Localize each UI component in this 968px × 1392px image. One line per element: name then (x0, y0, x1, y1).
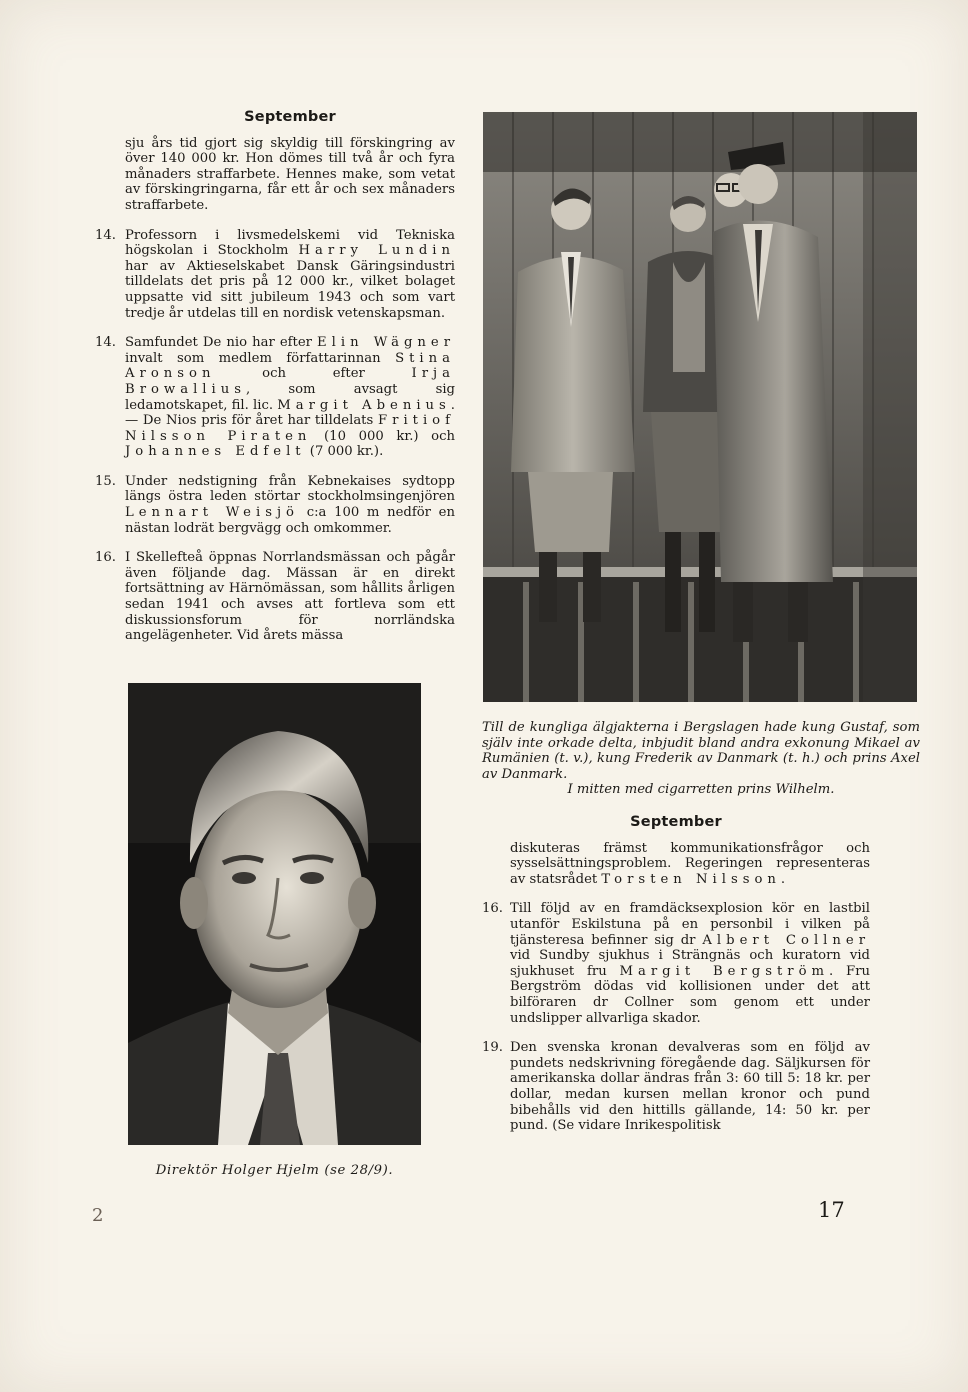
text-run: . Fru Bergström dödas vid kollisionen under det att bilföraren dr Collner som genom ett under undslipper allvarliga skador. (510, 963, 870, 1026)
left-intro-paragraph (125, 136, 455, 214)
caption-text: Till de kungliga älgjakterna i Bergslagen hade kung Gustaf, som själv inte orkade delta, inbjudit bland andra exkonung Mikael av Rumänien (t. v.), kung Frederik av Danmark (t. h.) och prins Axel av Danmark. (482, 720, 920, 782)
diary-entry (482, 1040, 870, 1134)
text-run: . (780, 871, 786, 887)
diary-entry (95, 335, 456, 460)
entry-text (125, 335, 455, 460)
text-run: Den svenska kronan devalveras som en följd av pundets nedskrivning föregående dag. Säljkursen för amerikanska dollar ändras från 3: 60 till 5: 18 kr. per dollar, medan kursen mellan kronor och pund bibehålls vid den hittills gällande, 14: 50 kr. per pund. (Se vidare Inrikespolitisk (510, 1040, 870, 1134)
spaced-name: Irja Browallius (125, 366, 455, 397)
right-column-heading: September (630, 814, 722, 830)
spaced-name: Elin Wägner (317, 335, 456, 351)
diary-entry (482, 901, 870, 1026)
text-run: Under nedstigning från Kebnekaises sydtopp längs östra leden störtar stockholmsingenjören (125, 473, 455, 505)
entry-date: 16. (95, 550, 116, 566)
entry-text (125, 228, 455, 322)
entry-text (125, 474, 455, 536)
diary-entry (95, 550, 455, 644)
text-run: (10 000 kr.) och (311, 428, 455, 444)
text-run: vid Sundby sjukhus i Strängnäs och kuratorn vid sjukhuset fru (510, 948, 870, 979)
text-run: I Skellefteå öppnas Norrlandsmässan och pågår även följande dag. Mässan är en direkt fortsättning av Härnömässan, som hållits årligen sedan 1941 och avses att fortleva som ett diskussionsforum för norrländska angelägenheter. Vid årets mässa (125, 550, 455, 644)
text-run: (7 000 kr.). (305, 444, 384, 460)
spaced-name: Albert Collner (702, 932, 870, 948)
right-continuation-paragraph (482, 841, 870, 888)
entry-date: 15. (95, 473, 116, 489)
entry-date: 19. (482, 1040, 503, 1056)
text-run: invalt som medlem författarinnan (125, 350, 396, 366)
text-run: , som avsagt sig ledamotskapet, fil. lic. (125, 381, 455, 413)
portrait-photo (128, 683, 421, 1145)
intro-text: sju års tid gjort sig skyldig till förskingring av över 140 000 kr. Hon dömes till två år och fyra månaders straffarbete. Hennes make, som vetat av förskingringarna, får ett år och sex månaders straffarbete. (125, 135, 455, 213)
entry-date: 16. (482, 901, 503, 917)
spaced-name: Fritiof Nilsson Piraten (125, 413, 455, 444)
group-photo-image (483, 112, 917, 702)
text-run: har av Aktieselskabet Dansk Gäringsindustri tilldelats det pris på 12 000 kr., vilket bolaget uppsatte vid sitt jubileum 1943 och som vart tredje år utdelas till en nordisk vetenskapsman. (125, 258, 455, 321)
portrait-image (128, 683, 421, 1145)
spaced-name: Harry Lundin (298, 243, 455, 259)
page-number-left: 2 (92, 1205, 104, 1226)
text-run: Professorn i livsmedelskemi vid Tekniska högskolan i Stockholm (125, 227, 455, 259)
right-text-column (482, 815, 870, 1148)
text-run: c:a 100 m nedför en nästan lodrät bergvägg och omkommer. (125, 505, 455, 536)
diary-entry (95, 227, 455, 322)
left-text-column (95, 109, 456, 658)
royal-hunt-group-photo (483, 112, 917, 702)
continuation-text (510, 841, 870, 888)
left-column-heading: September (244, 109, 336, 125)
text-run: . — De Nios pris för året har tilldelats (125, 397, 455, 429)
spaced-name: Margit Abenius (277, 397, 451, 413)
group-photo-caption (482, 720, 920, 798)
spaced-name: Lennart Weisjö (125, 505, 299, 521)
text-run: Samfundet De nio har efter (125, 335, 318, 351)
entry-date: 14. (95, 335, 116, 351)
diary-entry (95, 473, 455, 536)
entry-date: 14. (95, 227, 116, 243)
spaced-name: Margit Bergström (619, 963, 830, 979)
spaced-name: Stina Aronson (125, 350, 455, 382)
text-run: diskuteras främst kommunikationsfrågor och sysselsättningsproblem. Regeringen representeras av statsrådet (510, 840, 870, 887)
entry-text (510, 1040, 870, 1134)
spaced-name: Johannes Edfelt (125, 444, 306, 460)
portrait-caption: Direktör Holger Hjelm (se 28/9). (155, 1163, 394, 1178)
entry-text (510, 901, 870, 1026)
caption-text-last-line: I mitten med cigarretten prins Wilhelm. (567, 782, 835, 798)
page-number-right: 17 (818, 1198, 845, 1222)
entry-text (125, 550, 455, 644)
spaced-name: Torsten Nilsson (601, 871, 781, 887)
text-run: Till följd av en framdäcksexplosion kör en lastbil utanför Eskilstuna på en personbil i vilken på tjänsteresa befinner sig dr (510, 901, 870, 948)
text-run: och efter (215, 366, 412, 382)
